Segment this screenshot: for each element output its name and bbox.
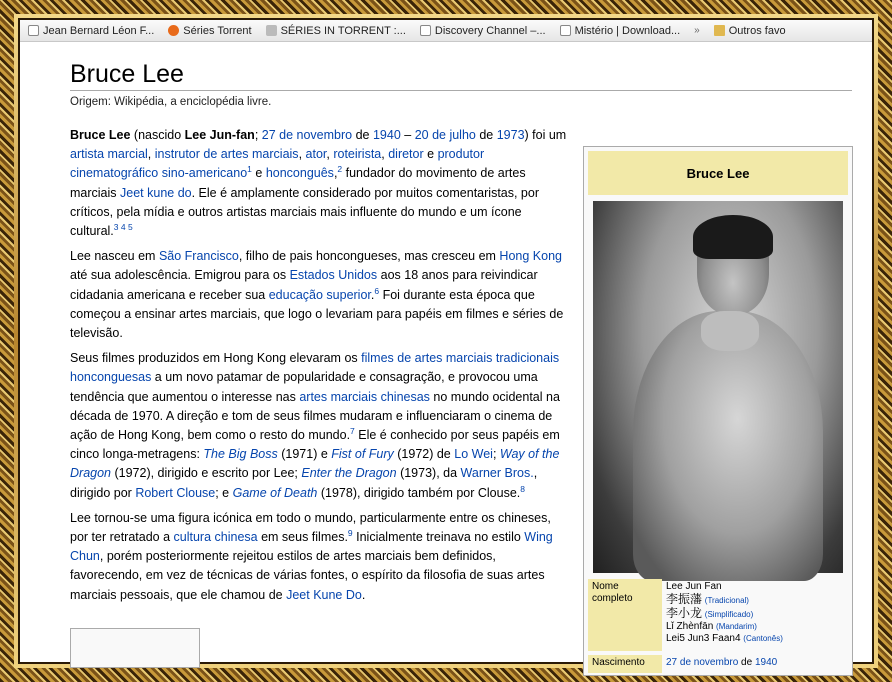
infobox-label: Nome completo xyxy=(588,579,662,651)
link[interactable]: produtor cinematográfico sino-americano xyxy=(70,147,485,181)
link[interactable]: Jeet kune do xyxy=(120,185,192,200)
page-icon xyxy=(28,25,39,36)
infobox xyxy=(583,146,853,676)
link[interactable]: (Simplificado) xyxy=(704,610,754,619)
bookmark-item[interactable]: Discovery Channel –... xyxy=(420,25,546,37)
link[interactable]: honconguês xyxy=(265,166,334,181)
browser-viewport xyxy=(20,20,872,668)
link[interactable]: diretor xyxy=(388,147,424,162)
bookmark-item[interactable]: Séries Torrent xyxy=(168,25,251,37)
bookmarks-bar xyxy=(20,20,872,42)
link[interactable]: filmes de artes marciais tradicionais honconguesas xyxy=(70,351,560,385)
link[interactable]: ator xyxy=(305,147,327,162)
link[interactable]: Wing Chun xyxy=(70,530,553,564)
link[interactable]: Hong Kong xyxy=(499,249,562,264)
folder-icon xyxy=(714,25,725,36)
article-body xyxy=(70,126,570,611)
reference-link[interactable]: 6 xyxy=(374,285,380,296)
infobox-row-nome xyxy=(588,579,850,651)
page-subtitle: Origem: Wikipédia, a enciclopédia livre. xyxy=(70,96,272,108)
title-divider xyxy=(70,90,852,91)
link[interactable]: cultura chinesa xyxy=(173,530,258,545)
photo-figure-hand xyxy=(701,311,759,351)
reference-link[interactable]: 8 xyxy=(520,483,525,494)
link[interactable]: artes marciais chinesas xyxy=(299,389,430,404)
link[interactable]: Game of Death xyxy=(232,485,318,500)
bookmark-item[interactable]: SÉRIES IN TORRENT :... xyxy=(266,25,406,37)
reference-link[interactable]: 1 xyxy=(247,164,252,175)
orange-icon xyxy=(168,25,179,36)
link[interactable]: 20 de julho xyxy=(414,128,476,142)
link[interactable]: Way of the Dragon xyxy=(70,447,560,481)
link[interactable]: (Tradicional) xyxy=(704,596,749,605)
infobox-value: 27 de novembro de 1940 xyxy=(666,657,778,668)
link[interactable]: Lo Wei xyxy=(454,447,493,462)
link[interactable]: (Cantonês) xyxy=(743,634,783,643)
link[interactable]: Estados Unidos xyxy=(289,268,378,283)
page-icon xyxy=(560,25,571,36)
photo-figure-hair xyxy=(693,215,773,259)
link[interactable]: artista marcial xyxy=(70,147,148,162)
link[interactable]: Warner Bros. xyxy=(460,466,534,481)
link[interactable]: 27 de novembro xyxy=(261,128,353,142)
paragraph-4: Lee tornou-se uma figura icónica em todo o mundo, particularmente entre os chineses, por ter retratado a cultura chinesa em seus filmes.$^9$ Inicialmente treinava no estilo Wing Chun, porém posteriormente rejeitou estilos de artes marciais bem definidos, favorecendo, em vez de técnicas de várias fontes, o espírito da filosofia de suas artes marciais pessoais, que ele chamou de Jeet Kune Do. xyxy=(70,510,553,602)
photo-figure-body xyxy=(633,311,823,581)
paragraph-2: Lee nasceu em São Francisco, filho de pais honcongueses, mas cresceu em Hong Kong até sua adolescência. Emigrou para os Estados Unidos aos 18 anos para reivindicar cidadania americana e receber sua educação superior.$^6$ Foi durante esta época que começou a ensinar artes marciais, que logo o levariam para papéis em filmes e séries de televisão. xyxy=(70,249,564,341)
bookmark-item[interactable]: Mistério | Download... xyxy=(560,25,681,37)
infobox-row-nascimento xyxy=(588,655,850,673)
link[interactable]: (Mandarim) xyxy=(716,622,757,631)
page-title: Bruce Lee xyxy=(70,60,184,88)
infobox-label: Nascimento xyxy=(588,655,662,673)
link[interactable]: 1940 xyxy=(372,128,401,142)
link[interactable]: Jeet Kune Do xyxy=(286,587,362,602)
reference-link[interactable]: 7 xyxy=(350,425,355,436)
reference-link[interactable]: 3 4 5 xyxy=(113,221,133,232)
bookmarks-overflow-icon[interactable]: » xyxy=(694,25,700,36)
paragraph-1: Bruce Lee (nascido Lee Jun-fan; 27 de novembro de 1940 – 20 de julho de 1973) foi um artista marcial, instrutor de artes marciais, ator, roteirista, diretor e produtor cinematográfico sino-americano$^1$ e honconguês,$^2$ fundador do movimento de artes marciais Jeet kune do. Ele é amplamente considerado por muitos comentaristas, por críticos, pela mídia e outros artistas marciais mais influente do mundo e um ícone cultural.$^{3 4 5}$ xyxy=(70,128,567,239)
article-page xyxy=(70,56,870,668)
link[interactable]: 1973 xyxy=(496,128,525,142)
table-of-contents xyxy=(70,628,200,668)
page-icon xyxy=(420,25,431,36)
link[interactable]: instrutor de artes marciais xyxy=(154,147,299,162)
paragraph-3: Seus filmes produzidos em Hong Kong elevaram os filmes de artes marciais tradicionais honconguesas a um novo patamar de popularidade e consagração, e provocou uma tendência que aumentou o interesse nas artes marciais chinesas no mundo ocidental na década de 1970. A direção e tom de seus filmes mudaram e influenciaram o cinema de ação de Hong Kong, bem como o resto do mundo.$^7$ Ele é conhecido por seus papéis em cinco longa-metragens: The Big Boss (1971) e Fist of Fury (1972) de Lo Wei; Way of the Dragon (1972), dirigido e escrito por Lee; Enter the Dragon (1973), da Warner Bros., dirigido por Robert Clouse; e Game of Death (1978), dirigido também por Clouse.$^8$ xyxy=(70,351,560,500)
infobox-title: Bruce Lee xyxy=(588,151,848,195)
link[interactable]: São Francisco xyxy=(158,249,239,264)
reference-link[interactable]: 2 xyxy=(337,164,343,175)
bookmark-item[interactable]: Jean Bernard Léon F... xyxy=(28,25,154,37)
link[interactable]: The Big Boss xyxy=(203,447,278,462)
portrait-photo[interactable] xyxy=(593,201,843,573)
link[interactable]: Robert Clouse xyxy=(135,485,216,500)
link[interactable]: Fist of Fury xyxy=(331,447,394,462)
link[interactable]: 27 de novembro xyxy=(666,657,739,668)
link[interactable]: educação superior xyxy=(268,287,371,302)
reference-link[interactable]: 9 xyxy=(347,527,353,538)
link[interactable]: roteirista xyxy=(333,147,382,162)
link[interactable]: Enter the Dragon xyxy=(301,466,397,481)
infobox-value: Lee Jun Fan 李振藩 (Tradicional) 李小龙 (Simplificado) Lǐ Zhènfān (Mandarim) Lei5 Jun3 Faan4 (Cantonês) xyxy=(666,581,783,644)
bookmark-folder[interactable]: Outros favo xyxy=(714,25,786,37)
link[interactable]: 1940 xyxy=(754,657,778,668)
gray-icon xyxy=(266,25,277,36)
